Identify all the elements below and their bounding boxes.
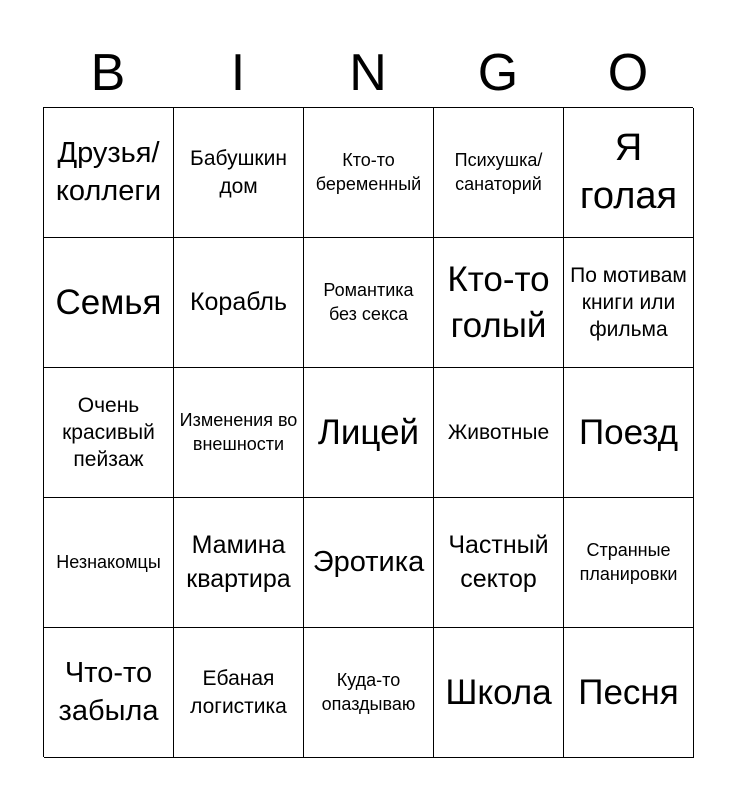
bingo-cell[interactable] (304, 108, 434, 238)
header-letter-b: B (90, 44, 126, 102)
cell-label: Очень красивый пейзаж (62, 393, 155, 472)
bingo-cell[interactable] (434, 628, 564, 758)
header-letter-g: G (477, 44, 519, 102)
cell-label: Кто-то голый (447, 260, 550, 345)
cell-label: Ебаная логистика (190, 667, 287, 718)
cell-label: Корабль (189, 287, 288, 316)
cell-label: Песня (578, 672, 679, 712)
bingo-cell[interactable] (564, 628, 694, 758)
header-letter-n: N (349, 44, 387, 102)
bingo-header (43, 38, 693, 108)
cell-label: Школа (445, 672, 552, 712)
cell-label: Друзья/ коллеги (55, 136, 162, 207)
cell-label: Животные (447, 420, 550, 444)
cell-label: Кто-то беременный (315, 150, 422, 194)
cell-label: Куда-то опаздываю (321, 670, 416, 714)
cell-label: Мамина квартира (186, 530, 291, 593)
bingo-board (43, 107, 693, 757)
cell-label: Странные планировки (579, 540, 678, 584)
bingo-cell[interactable] (174, 108, 304, 238)
cell-label: Психушка/ санаторий (454, 150, 543, 194)
bingo-cell[interactable] (564, 238, 694, 368)
cell-label: Незнакомцы (56, 551, 161, 572)
cell-label: Частный сектор (448, 530, 549, 593)
cell-label: Я голая (579, 127, 678, 217)
bingo-cell[interactable] (174, 238, 304, 368)
bingo-cell[interactable] (44, 368, 174, 498)
cell-label: Романтика без секса (323, 280, 414, 324)
bingo-cell[interactable] (304, 238, 434, 368)
bingo-cell[interactable] (304, 368, 434, 498)
bingo-cell[interactable] (44, 238, 174, 368)
bingo-cell[interactable] (434, 368, 564, 498)
bingo-cell[interactable] (564, 498, 694, 628)
bingo-cell[interactable] (434, 108, 564, 238)
bingo-cell[interactable] (44, 628, 174, 758)
bingo-cell[interactable] (564, 108, 694, 238)
bingo-cell[interactable] (44, 498, 174, 628)
bingo-cell[interactable] (174, 368, 304, 498)
bingo-cell[interactable] (304, 498, 434, 628)
cell-label: Семья (55, 282, 162, 322)
bingo-cell[interactable] (434, 498, 564, 628)
bingo-cell[interactable] (304, 628, 434, 758)
cell-label: Что-то забыла (58, 656, 159, 727)
cell-label: Лицей (317, 412, 420, 452)
cell-label: Изменения во внешности (179, 410, 298, 454)
cell-label: Поезд (578, 412, 679, 452)
cell-label: Эротика (312, 545, 425, 578)
bingo-cell[interactable] (174, 628, 304, 758)
cell-label: По мотивам книги или фильма (570, 263, 687, 342)
cell-label: Бабушкин дом (190, 147, 287, 198)
header-letter-o: O (607, 44, 649, 102)
bingo-cell[interactable] (434, 238, 564, 368)
bingo-cell[interactable] (564, 368, 694, 498)
bingo-cell[interactable] (174, 498, 304, 628)
header-letter-i: I (230, 44, 246, 102)
bingo-cell[interactable] (44, 108, 174, 238)
